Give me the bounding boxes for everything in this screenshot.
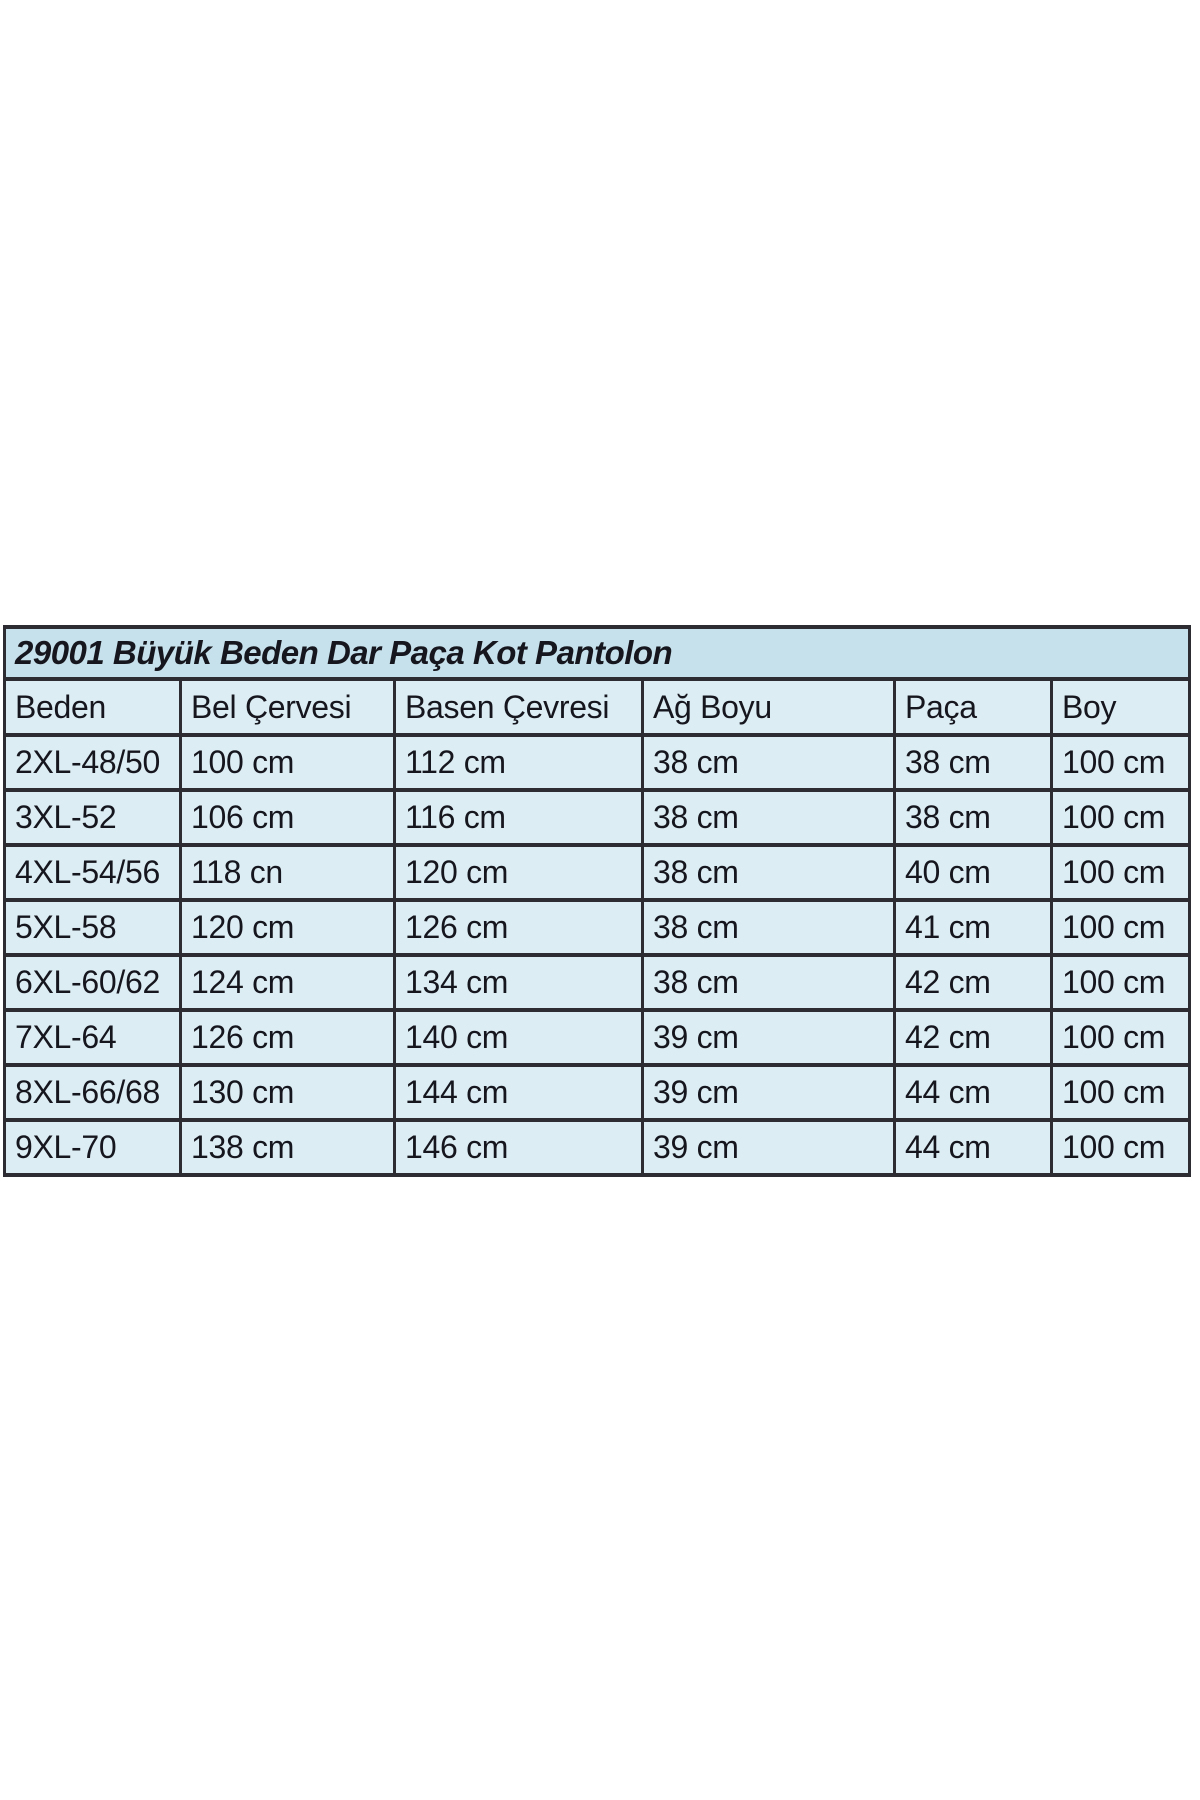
table-cell: 4XL-54/56 — [5, 845, 181, 900]
table-cell: 38 cm — [643, 900, 895, 955]
table-cell: 124 cm — [181, 955, 395, 1010]
table-cell: 134 cm — [395, 955, 643, 1010]
table-cell: 100 cm — [1052, 735, 1190, 790]
table-body — [5, 735, 1190, 1175]
table-cell: 100 cm — [1052, 790, 1190, 845]
table-cell: 38 cm — [895, 735, 1052, 790]
table-title-row — [5, 627, 1190, 679]
table-cell: 42 cm — [895, 955, 1052, 1010]
table-cell: 39 cm — [643, 1010, 895, 1065]
table-cell: 38 cm — [895, 790, 1052, 845]
table-cell: 100 cm — [1052, 845, 1190, 900]
column-header: Beden — [5, 679, 181, 735]
column-header: Basen Çevresi — [395, 679, 643, 735]
table-cell: 138 cm — [181, 1120, 395, 1175]
table-cell: 130 cm — [181, 1065, 395, 1120]
table-cell: 9XL-70 — [5, 1120, 181, 1175]
table-cell: 100 cm — [181, 735, 395, 790]
table-cell: 44 cm — [895, 1065, 1052, 1120]
table-row — [5, 735, 1190, 790]
table-cell: 100 cm — [1052, 1065, 1190, 1120]
table-cell: 41 cm — [895, 900, 1052, 955]
table-row — [5, 845, 1190, 900]
table-row — [5, 900, 1190, 955]
table-title: 29001 Büyük Beden Dar Paça Kot Pantolon — [5, 627, 1190, 679]
table-cell: 120 cm — [181, 900, 395, 955]
table-cell: 118 cn — [181, 845, 395, 900]
column-header: Paça — [895, 679, 1052, 735]
table-cell: 126 cm — [395, 900, 643, 955]
table-cell: 39 cm — [643, 1065, 895, 1120]
table-cell: 146 cm — [395, 1120, 643, 1175]
table-cell: 39 cm — [643, 1120, 895, 1175]
table-cell: 126 cm — [181, 1010, 395, 1065]
table-cell: 100 cm — [1052, 1120, 1190, 1175]
table-cell: 44 cm — [895, 1120, 1052, 1175]
table-cell: 100 cm — [1052, 955, 1190, 1010]
size-chart-table — [3, 625, 1191, 1177]
table-row — [5, 955, 1190, 1010]
table-cell: 2XL-48/50 — [5, 735, 181, 790]
column-header: Ağ Boyu — [643, 679, 895, 735]
table-cell: 8XL-66/68 — [5, 1065, 181, 1120]
table-cell: 38 cm — [643, 790, 895, 845]
table-cell: 38 cm — [643, 735, 895, 790]
table-cell: 112 cm — [395, 735, 643, 790]
table-cell: 42 cm — [895, 1010, 1052, 1065]
table-cell: 40 cm — [895, 845, 1052, 900]
table-row — [5, 1010, 1190, 1065]
table-row — [5, 1065, 1190, 1120]
table-row — [5, 1120, 1190, 1175]
table-cell: 100 cm — [1052, 900, 1190, 955]
table-row — [5, 790, 1190, 845]
table-cell: 38 cm — [643, 845, 895, 900]
table-cell: 106 cm — [181, 790, 395, 845]
column-header: Boy — [1052, 679, 1190, 735]
table-cell: 100 cm — [1052, 1010, 1190, 1065]
table-header-row — [5, 679, 1190, 735]
table-cell: 116 cm — [395, 790, 643, 845]
table-cell: 6XL-60/62 — [5, 955, 181, 1010]
column-header: Bel Çervesi — [181, 679, 395, 735]
table-cell: 7XL-64 — [5, 1010, 181, 1065]
table-cell: 120 cm — [395, 845, 643, 900]
table-cell: 140 cm — [395, 1010, 643, 1065]
table-cell: 144 cm — [395, 1065, 643, 1120]
table-cell: 3XL-52 — [5, 790, 181, 845]
table-cell: 38 cm — [643, 955, 895, 1010]
table-cell: 5XL-58 — [5, 900, 181, 955]
